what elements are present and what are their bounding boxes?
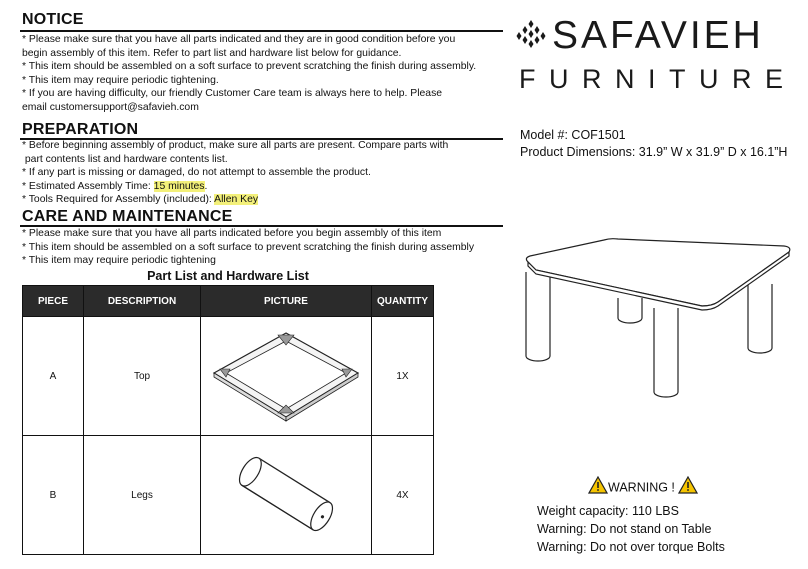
parts-table-header-row: [23, 286, 434, 317]
warning-title-row: [588, 476, 698, 499]
cylinder-leg-icon: [206, 444, 366, 544]
picture-cell: [201, 436, 372, 555]
care-body: [22, 227, 474, 268]
preparation-body: [22, 139, 448, 207]
notice-line: begin assembly of this item. Refer to part list and hardware list below for guidance.: [22, 47, 402, 59]
header-picture: PICTURE: [201, 286, 372, 317]
warning-title: WARNING !: [608, 480, 675, 495]
brand-subtitle: FURNITURE: [519, 64, 797, 94]
notice-line: * This item may require periodic tightening.: [22, 74, 219, 86]
care-line: * This item may require periodic tightening: [22, 255, 216, 267]
warning-triangle-icon: [678, 476, 698, 499]
product-dimensions: Product Dimensions: 31.9” W x 31.9” D x 16.1”H: [520, 145, 788, 159]
notice-line: * Please make sure that you have all parts indicated and they are in good condition before you: [22, 34, 456, 45]
table-top-icon: [206, 325, 366, 425]
assembly-time-suffix: .: [204, 180, 208, 192]
header-piece: PIECE: [23, 286, 84, 317]
care-line: * This item should be assembled on a soft surface to prevent scratching the finish during assembly: [22, 241, 475, 253]
picture-cell: [201, 317, 372, 436]
warning-line: Warning: Do not over torque Bolts: [537, 540, 725, 554]
notice-line: * If you are having difficulty, our friendly Customer Care team is always here to help. Please: [22, 88, 443, 100]
piece-cell: A: [23, 317, 84, 436]
safavieh-logo-icon: [514, 20, 548, 55]
model-number: Model #: COF1501: [520, 128, 626, 142]
brand-name: SAFAVIEH: [552, 14, 764, 57]
assembly-time-line: [22, 180, 448, 194]
warning-triangle-icon: [588, 476, 608, 499]
tools-line: [22, 193, 448, 207]
table-row: [23, 436, 434, 555]
coffee-table-illustration: [518, 236, 798, 403]
parts-table-title: Part List and Hardware List: [147, 269, 309, 283]
quantity-cell: 1X: [372, 317, 434, 436]
notice-rule: [20, 30, 503, 32]
care-line: * Please make sure that you have all parts indicated before you begin assembly of this item: [22, 228, 442, 239]
notice-line: * This item should be assembled on a soft surface to prevent scratching the finish during assembly.: [22, 61, 477, 73]
warning-line: Warning: Do not stand on Table: [537, 522, 712, 536]
warning-list: [537, 502, 725, 556]
care-heading: CARE AND MAINTENANCE: [22, 208, 233, 225]
quantity-cell: 4X: [372, 436, 434, 555]
tools-label: * Tools Required for Assembly (included):: [22, 194, 215, 206]
weight-capacity: Weight capacity: 110 LBS: [537, 504, 679, 518]
preparation-line: * Before beginning assembly of product, make sure all parts are present. Compare parts with: [22, 140, 449, 151]
notice-heading: NOTICE: [22, 11, 84, 28]
notice-body: [22, 33, 476, 115]
tools-value: Allen Key: [214, 194, 259, 206]
preparation-line: part contents list and hardware contents list.: [22, 153, 228, 165]
description-cell: Legs: [84, 436, 201, 555]
header-quantity: QUANTITY: [372, 286, 434, 317]
parts-table: [22, 285, 434, 555]
piece-cell: B: [23, 436, 84, 555]
header-description: DESCRIPTION: [84, 286, 201, 317]
notice-line: email customersupport@safavieh.com: [22, 101, 199, 113]
description-cell: Top: [84, 317, 201, 436]
assembly-time-value: 15 minutes: [153, 180, 205, 192]
assembly-time-label: * Estimated Assembly Time:: [22, 180, 154, 192]
preparation-heading: PREPARATION: [22, 121, 139, 138]
table-row: [23, 317, 434, 436]
preparation-line: * If any part is missing or damaged, do not attempt to assemble the product.: [22, 167, 371, 179]
